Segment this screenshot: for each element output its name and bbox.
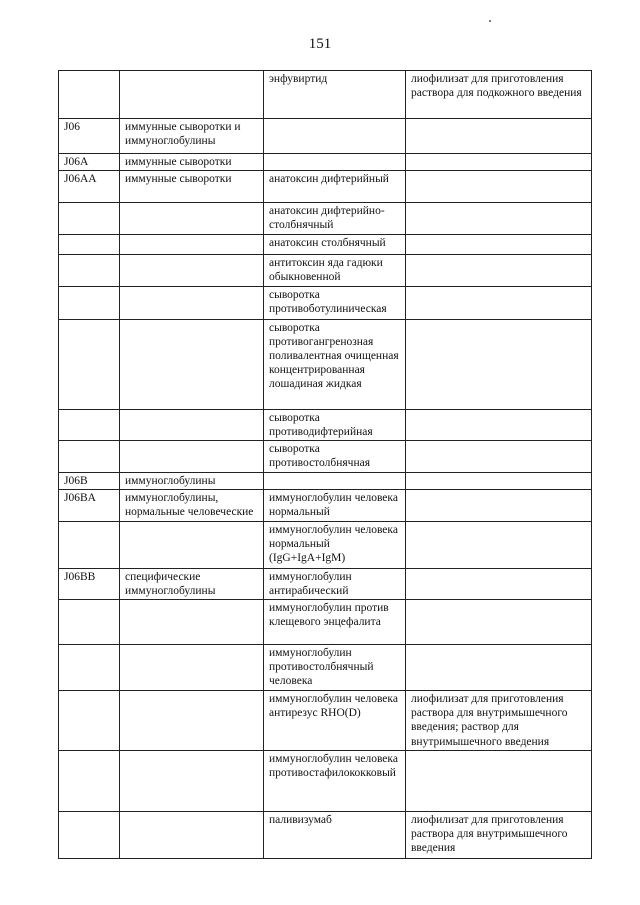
atc-code-cell <box>59 521 120 568</box>
drug-cell: антитоксин яда гадюки обыкновенной <box>264 254 406 286</box>
drug-cell: сыворотка противостолбнячная <box>264 441 406 473</box>
form-cell <box>406 521 592 568</box>
table-row <box>59 71 592 119</box>
group-cell <box>120 812 264 859</box>
form-cell <box>406 568 592 599</box>
group-cell <box>120 71 264 119</box>
group-cell <box>120 751 264 812</box>
group-cell: иммунные сыворотки <box>120 171 264 203</box>
atc-code-cell <box>59 751 120 812</box>
group-cell: специфические иммуноглобулины <box>120 568 264 599</box>
table-row <box>59 751 592 812</box>
form-cell <box>406 441 592 473</box>
drug-cell: анатоксин столбнячный <box>264 234 406 254</box>
table-row <box>59 171 592 203</box>
drug-cell: сыворотка противодифтерийная <box>264 409 406 440</box>
page-number: 151 <box>308 36 332 52</box>
atc-code-cell: J06BB <box>59 568 120 599</box>
drug-cell: иммуноглобулин антирабический <box>264 568 406 599</box>
drug-cell: иммуноглобулин человека противостафилококковый <box>264 751 406 812</box>
group-cell: иммунные сыворотки <box>120 154 264 171</box>
form-cell: лиофилизат для приготовления раствора для внутримышечного введения; раствор для внутримышечного введения <box>406 691 592 751</box>
group-cell: иммуноглобулины <box>120 473 264 490</box>
form-cell: лиофилизат для приготовления раствора для подкожного введения <box>406 71 592 119</box>
drug-cell: анатоксин дифтерийный <box>264 171 406 203</box>
drug-cell: сыворотка противогангренозная поливалентная очищенная концентрированная лошадиная жидкая <box>264 319 406 409</box>
group-cell <box>120 645 264 691</box>
group-cell <box>120 203 264 234</box>
scan-dot <box>489 20 491 22</box>
atc-code-cell <box>59 203 120 234</box>
table-row <box>59 409 592 440</box>
table-row <box>59 568 592 599</box>
group-cell <box>120 286 264 319</box>
group-cell <box>120 600 264 645</box>
group-cell <box>120 234 264 254</box>
form-cell <box>406 234 592 254</box>
atc-code-cell <box>59 409 120 440</box>
drug-cell: иммуноглобулин противостолбнячный человека <box>264 645 406 691</box>
atc-code-cell <box>59 441 120 473</box>
table-row <box>59 441 592 473</box>
table-row <box>59 473 592 490</box>
table-row <box>59 154 592 171</box>
group-cell: иммуноглобулины, нормальные человеческие <box>120 490 264 521</box>
table-row <box>59 691 592 751</box>
group-cell: иммунные сыворотки и иммуноглобулины <box>120 119 264 154</box>
atc-code-cell <box>59 645 120 691</box>
atc-code-cell: J06AA <box>59 171 120 203</box>
table-row <box>59 600 592 645</box>
form-cell <box>406 254 592 286</box>
form-cell <box>406 171 592 203</box>
table-row <box>59 286 592 319</box>
group-cell <box>120 409 264 440</box>
atc-code-cell <box>59 319 120 409</box>
drug-cell <box>264 473 406 490</box>
table-row <box>59 203 592 234</box>
atc-code-cell: J06BA <box>59 490 120 521</box>
table-row <box>59 490 592 521</box>
form-cell <box>406 645 592 691</box>
drug-cell: иммуноглобулин человека нормальный (IgG+IgA+IgM) <box>264 521 406 568</box>
group-cell <box>120 441 264 473</box>
form-cell <box>406 751 592 812</box>
form-cell: лиофилизат для приготовления раствора для внутримышечного введения <box>406 812 592 859</box>
drug-cell: иммуноглобулин человека антирезус RHO(D) <box>264 691 406 751</box>
form-cell <box>406 600 592 645</box>
atc-code-cell <box>59 691 120 751</box>
drug-cell <box>264 119 406 154</box>
group-cell <box>120 691 264 751</box>
table-row <box>59 119 592 154</box>
form-cell <box>406 119 592 154</box>
table-row <box>59 645 592 691</box>
group-cell <box>120 254 264 286</box>
atc-code-cell <box>59 234 120 254</box>
atc-code-cell <box>59 812 120 859</box>
drug-cell: иммуноглобулин против клещевого энцефалита <box>264 600 406 645</box>
drug-table <box>58 70 592 859</box>
form-cell <box>406 154 592 171</box>
form-cell <box>406 203 592 234</box>
table-row <box>59 812 592 859</box>
drug-cell: энфувиртид <box>264 71 406 119</box>
form-cell <box>406 286 592 319</box>
drug-cell: паливизумаб <box>264 812 406 859</box>
atc-code-cell: J06A <box>59 154 120 171</box>
atc-code-cell <box>59 286 120 319</box>
table-row <box>59 234 592 254</box>
group-cell <box>120 319 264 409</box>
atc-code-cell: J06B <box>59 473 120 490</box>
table-row <box>59 254 592 286</box>
table-row <box>59 521 592 568</box>
form-cell <box>406 490 592 521</box>
atc-code-cell <box>59 71 120 119</box>
form-cell <box>406 409 592 440</box>
atc-code-cell: J06 <box>59 119 120 154</box>
drug-cell: сыворотка противоботулиническая <box>264 286 406 319</box>
table-row <box>59 319 592 409</box>
atc-code-cell <box>59 600 120 645</box>
drug-cell: анатоксин дифтерийно-столбнячный <box>264 203 406 234</box>
atc-code-cell <box>59 254 120 286</box>
drug-cell: иммуноглобулин человека нормальный <box>264 490 406 521</box>
form-cell <box>406 473 592 490</box>
drug-cell <box>264 154 406 171</box>
form-cell <box>406 319 592 409</box>
group-cell <box>120 521 264 568</box>
